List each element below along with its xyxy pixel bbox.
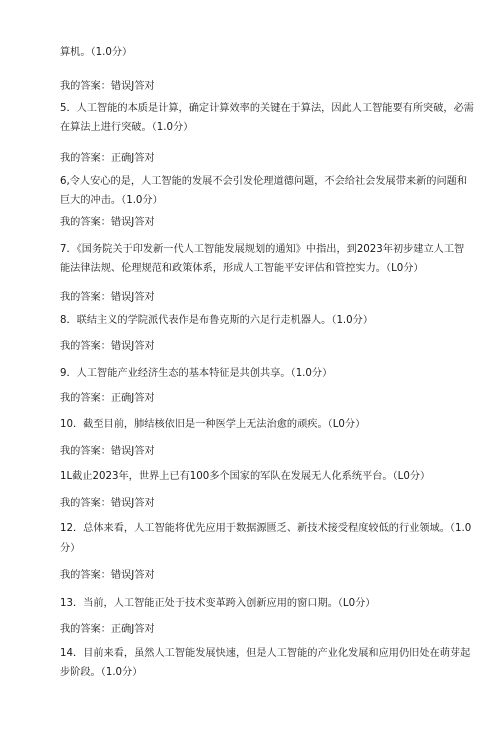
question-13-answer: 我的答案：正确J答对 [60, 624, 155, 635]
question-7-text-cont: 能法律法规、伦理规范和政策体系，形成人工智能平安评估和管控实力。（L0分） [60, 263, 424, 274]
question-10-text: 10．截至目前，肺结核依旧是一种医学上无法治愈的顽疾。（L0分） [60, 419, 366, 430]
question-13-text: 13．当前，人工智能正处于技术变革跨入创新应用的窗口期。（L0分） [60, 598, 376, 609]
question-5-text: 5．人工智能的本质是计算，确定计算效率的关键在于算法，因此人工智能要有所突破，必需 [60, 103, 474, 114]
question-14-text: 14．目前来看，虽然人工智能发展快速，但是人工智能的产业化发展和应用仍旧处在萌芽起 [60, 648, 471, 659]
question-6-answer: 我的答案：错误J答对 [60, 217, 155, 228]
question-4-answer: 我的答案：错误J答对 [60, 81, 155, 92]
question-12-answer: 我的答案：错误J答对 [60, 570, 155, 581]
question-4-text-end: 算机。（1.0分） [60, 47, 133, 58]
question-7-text: 7．《国务院关于印发新一代人工智能发展规划的通知》中指出，到2023年初步建立人工智 [60, 244, 465, 255]
question-11-text: 1L截止2023年，世界上已有100多个国家的军队在发展无人化系统平台。（L0分） [60, 471, 431, 482]
question-12-text-cont: 分） [60, 543, 81, 554]
question-8-text: 8．联结主义的学院派代表作是布鲁克斯的六足行走机器人。（1.0分） [60, 315, 374, 326]
question-10-answer: 我的答案：错误J答对 [60, 446, 155, 457]
question-6-text-cont: 巨大的冲击。（1.0分） [60, 195, 163, 206]
question-8-answer: 我的答案：错误J答对 [60, 341, 155, 352]
question-9-text: 9．人工智能产业经济生态的基本特征是共创共享。（1.0分） [60, 368, 333, 379]
question-14-text-cont: 步阶段。（1.0分） [60, 667, 143, 678]
question-6-text: 6,令人安心的是，人工智能的发展不会引发伦理道德问题，不会给社会发展带来新的问题和 [60, 176, 468, 187]
question-5-text-cont: 在算法上进行突破。（1.0分） [60, 122, 194, 133]
question-9-answer: 我的答案：正确J答对 [60, 393, 155, 404]
question-11-answer: 我的答案：错误J答对 [60, 498, 155, 509]
question-7-answer: 我的答案：错误J答对 [60, 292, 155, 303]
question-12-text: 12．总体来看，人工智能将优先应用于数据源匮乏、新技术接受程度较低的行业领域。（1.0 [60, 523, 472, 534]
question-5-answer: 我的答案：正确J答对 [60, 153, 155, 164]
